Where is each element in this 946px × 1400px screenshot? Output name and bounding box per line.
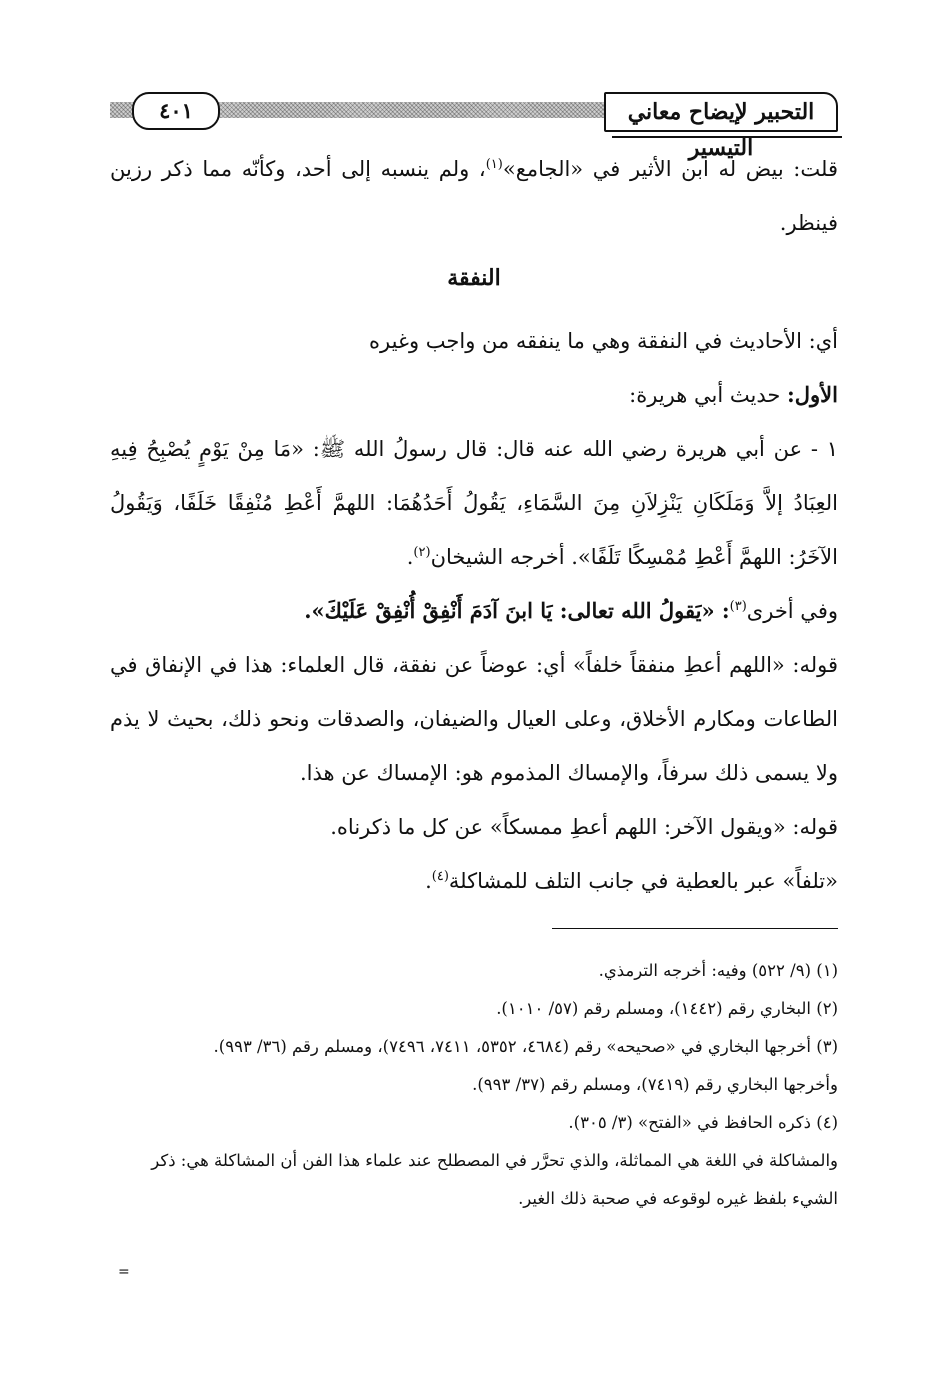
footnote-1: (١) (٩/ ٥٢٢) وفيه: أخرجه الترمذي. bbox=[598, 961, 838, 980]
running-header bbox=[110, 92, 838, 161]
other-narration-paragraph: وفي أخرى$^{(٣)}$: «يَقولُ الله تعالى: يَا ابنَ آدَمَ أَنْفِقْ أُنْفِقْ عَلَيْكَ». bbox=[304, 598, 838, 623]
footnote-ref-4: (٤) bbox=[431, 869, 449, 884]
intro-paragraph: قلت: بيض له ابن الأثير في «الجامع»$^{(١)}$، ولم ينسبه إلى أحد، وكأنّه مما ذكر رزين فينظر. bbox=[110, 157, 838, 235]
book-title: التحبير لإيضاح معاني التيسير bbox=[604, 92, 838, 132]
explanation-paragraph-1: قوله: «اللهم أعطِ منفقاً خلفاً» أي: عوضاً عن نفقة، قال العلماء: هذا في الإنفاق في الطاعات ومكارم الأخلاق، وعلى العيال والضيفان، والصدقات ونحو ذلك، بحيث لا يذم ولا يسمى ذلك سرفاً، والإمساك المذموم هو: الإمساك عن هذا. bbox=[110, 653, 838, 785]
main-text bbox=[110, 142, 838, 908]
first-hadith-heading: الأول: حديث أبي هريرة: bbox=[629, 382, 838, 407]
footnotes bbox=[110, 952, 838, 1218]
explanation-paragraph-3: «تلفاً» عبر بالعطية في جانب التلف للمشاكلة$^{(٤)}$. bbox=[425, 869, 838, 893]
footnote-4-continued: والمشاكلة في اللغة هي المماثلة، والذي تحرَّر في المصطلح عند علماء هذا الفن أن المشاكلة هي: ذكر الشيء بلفظ غيره لوقوعه في صحبة ذلك الغير. bbox=[151, 1151, 838, 1208]
footnote-ref-1: (١) bbox=[485, 157, 503, 172]
page-number: ٤٠١ bbox=[132, 92, 220, 130]
footnote-separator bbox=[552, 928, 838, 929]
hadith-paragraph: ١ - عن أبي هريرة رضي الله عنه قال: قال رسولُ الله ﷺ: «مَا مِنْ يَوْمٍ يُصْبِحُ فِيهِ العِبَادُ إلاَّ وَمَلَكَانِ يَنْزِلاَنِ مِنَ السَّمَاءِ، يَقُولُ أَحَدُهُمَا: اللهمَّ أَعْطِ مُنْفِقًا خَلَفًا، وَيَقُولُ الآخَرُ: اللهمَّ أَعْطِ مُمْسِكًا تَلَفًا». أخرجه الشيخان$^{(٢)}$. bbox=[110, 437, 838, 569]
footnote-ref-3: (٣) bbox=[729, 599, 747, 614]
footnote-ref-2: (٢) bbox=[413, 545, 431, 560]
definition-paragraph: أي: الأحاديث في النفقة وهي ما ينفقه من واجب وغيره bbox=[369, 329, 838, 353]
footnote-3: (٣) أخرجها البخاري في «صحيحه» رقم (٤٦٨٤، ٥٣٥٢، ٧٤١١، ٧٤٩٦)، ومسلم رقم (٣٦/ ٩٩٣). bbox=[213, 1037, 838, 1056]
section-title: النفقة bbox=[447, 265, 501, 291]
footer-mark: = bbox=[118, 1264, 130, 1280]
footnote-2: (٢) البخاري رقم (١٤٤٢)، ومسلم رقم (٥٧/ ١٠١٠). bbox=[496, 999, 838, 1018]
footnote-4: (٤) ذكره الحافظ في «الفتح» (٣/ ٣٠٥). bbox=[568, 1113, 838, 1132]
explanation-paragraph-2: قوله: «ويقول الآخر: اللهم أعطِ ممسكاً» عن كل ما ذكرناه. bbox=[330, 815, 838, 839]
footnote-3-continued: وأخرجها البخاري رقم (٧٤١٩)، ومسلم رقم (٣٧/ ٩٩٣). bbox=[472, 1075, 838, 1094]
first-label: الأول: bbox=[787, 382, 838, 407]
